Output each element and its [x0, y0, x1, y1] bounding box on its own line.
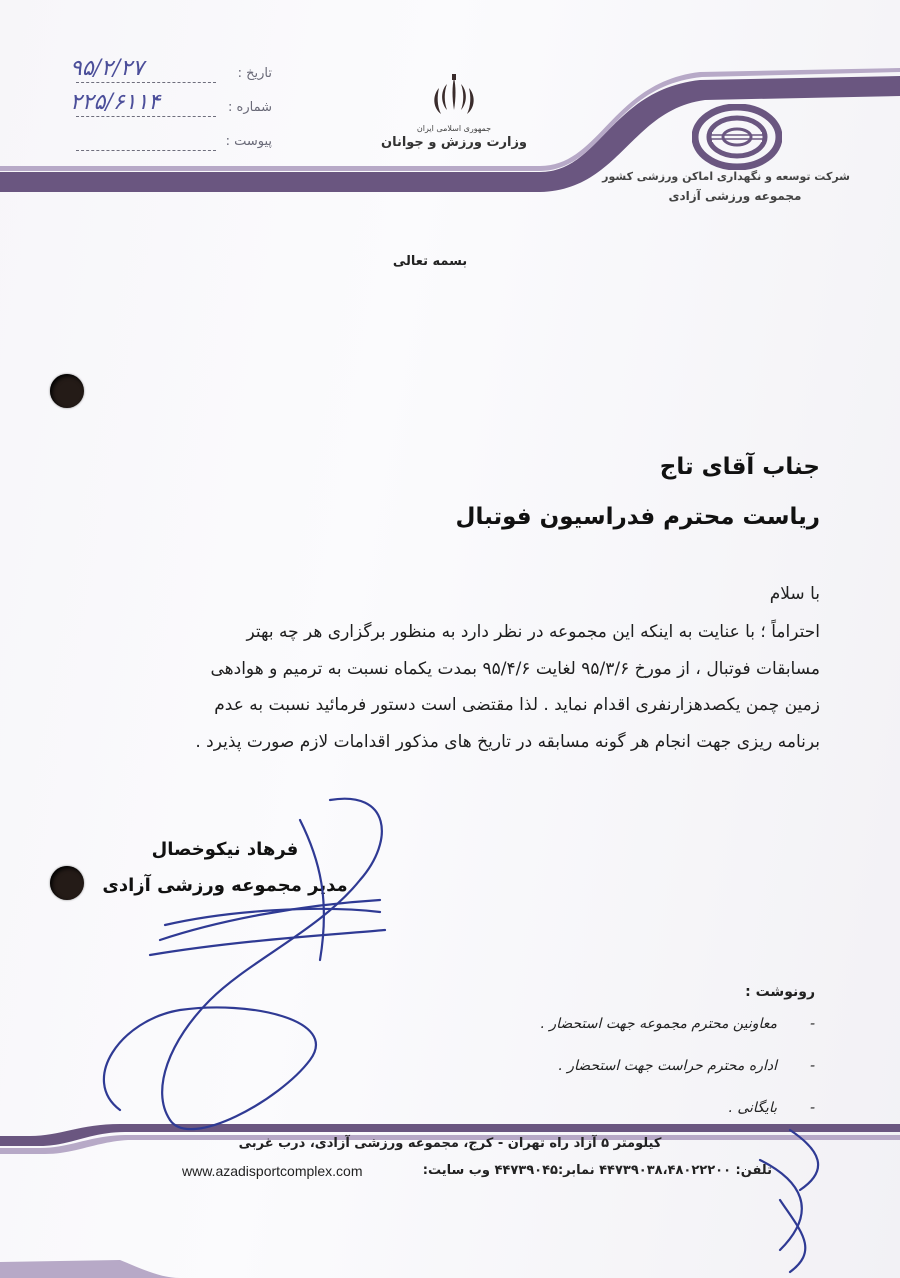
body-line: زمین چمن یکصدهزارنفری اقدام نماید . لذا مقتضی است دستور فرمائید نسبت به عدم	[214, 695, 820, 715]
cc-dash: -	[809, 1100, 815, 1116]
footer-contact-line	[160, 1163, 860, 1187]
body-line: برنامه ریزی جهت انجام هر گونه مسابقه در تاریخ های مذکور اقدامات لازم صورت پذیرد .	[195, 731, 820, 752]
cc-dash: -	[809, 1016, 815, 1032]
ministry-name: وزارت ورزش و جوانان	[380, 135, 528, 150]
footer-phones: تلفن: ۴۴۷۳۹۰۳۸،۴۸۰۲۲۲۰۰ نمابر:۴۴۷۳۹۰۴۵ وب سایت:	[422, 1163, 772, 1178]
cc-item-text: بایگانی .	[728, 1100, 777, 1116]
cc-title: رونوشت :	[745, 984, 815, 1000]
company-name: شرکت توسعه و نگهداری اماکن ورزشی کشور	[602, 170, 850, 183]
ministry-emblem-block	[378, 74, 530, 150]
meta-number-label: شماره :	[228, 100, 272, 115]
greeting: با سلام	[769, 584, 820, 604]
recipient-name: جناب آقای تاج	[659, 454, 820, 480]
meta-number-value: ۲۲۵/۶۱۱۴	[70, 90, 161, 115]
punch-hole-bottom	[50, 866, 84, 900]
footer-address: کیلومتر ۵ آزاد راه تهران - کرج، مجموعه ورزشی آزادی، درب غربی	[238, 1136, 662, 1151]
signer-title: مدیر مجموعه ورزشی آزادی	[102, 875, 348, 896]
cc-item	[480, 1058, 815, 1100]
meta-date-label: تاریخ :	[237, 66, 272, 81]
complex-name: مجموعه ورزشی آزادی	[668, 189, 802, 203]
recipient-block	[400, 442, 820, 542]
signature-block	[90, 832, 360, 904]
recipient-title: ریاست محترم فدراسیون فوتبال	[455, 504, 820, 530]
ministry-subtitle: جمهوری اسلامی ایران	[416, 124, 492, 133]
meta-date-line	[76, 82, 216, 83]
letter-footer	[160, 1136, 860, 1187]
meta-attachment-label: پیوست :	[225, 134, 272, 149]
meta-date-value: ۹۵/۲/۲۷	[70, 56, 144, 81]
body-line: مسابقات فوتبال ، از مورخ ۹۵/۳/۶ لغایت ۹۵/۴/۶ بمدت یکماه نسبت به ترمیم و هوادهی	[210, 658, 820, 679]
cc-item	[480, 1016, 815, 1058]
cc-item-text: اداره محترم حراست جهت استحضار .	[558, 1058, 777, 1074]
meta-attachment-line	[76, 150, 216, 151]
iran-emblem-icon	[427, 74, 481, 120]
body-line: احتراماً ؛ با عنایت به اینکه این مجموعه در نظر دارد به منظور برگزاری هر چه بهتر	[246, 622, 820, 642]
cc-item-text: معاونین محترم مجموعه جهت استحضار .	[540, 1016, 777, 1032]
meta-attachment-row	[60, 126, 280, 160]
azadi-complex-logo-icon	[692, 104, 782, 170]
signer-name: فرهاد نیکوخصال	[151, 839, 299, 860]
meta-number-row	[60, 92, 280, 126]
punch-hole-top	[50, 374, 84, 408]
cc-dash: -	[809, 1058, 815, 1074]
meta-date-row	[60, 58, 280, 92]
letter-body	[90, 614, 820, 760]
footer-website-link[interactable]: www.azadisportcomplex.com	[182, 1163, 363, 1179]
company-name-block	[560, 170, 850, 203]
cc-list	[480, 1016, 815, 1142]
letter-meta	[60, 58, 280, 160]
basmala: بسمه تعالی	[392, 254, 468, 269]
meta-number-line	[76, 116, 216, 117]
